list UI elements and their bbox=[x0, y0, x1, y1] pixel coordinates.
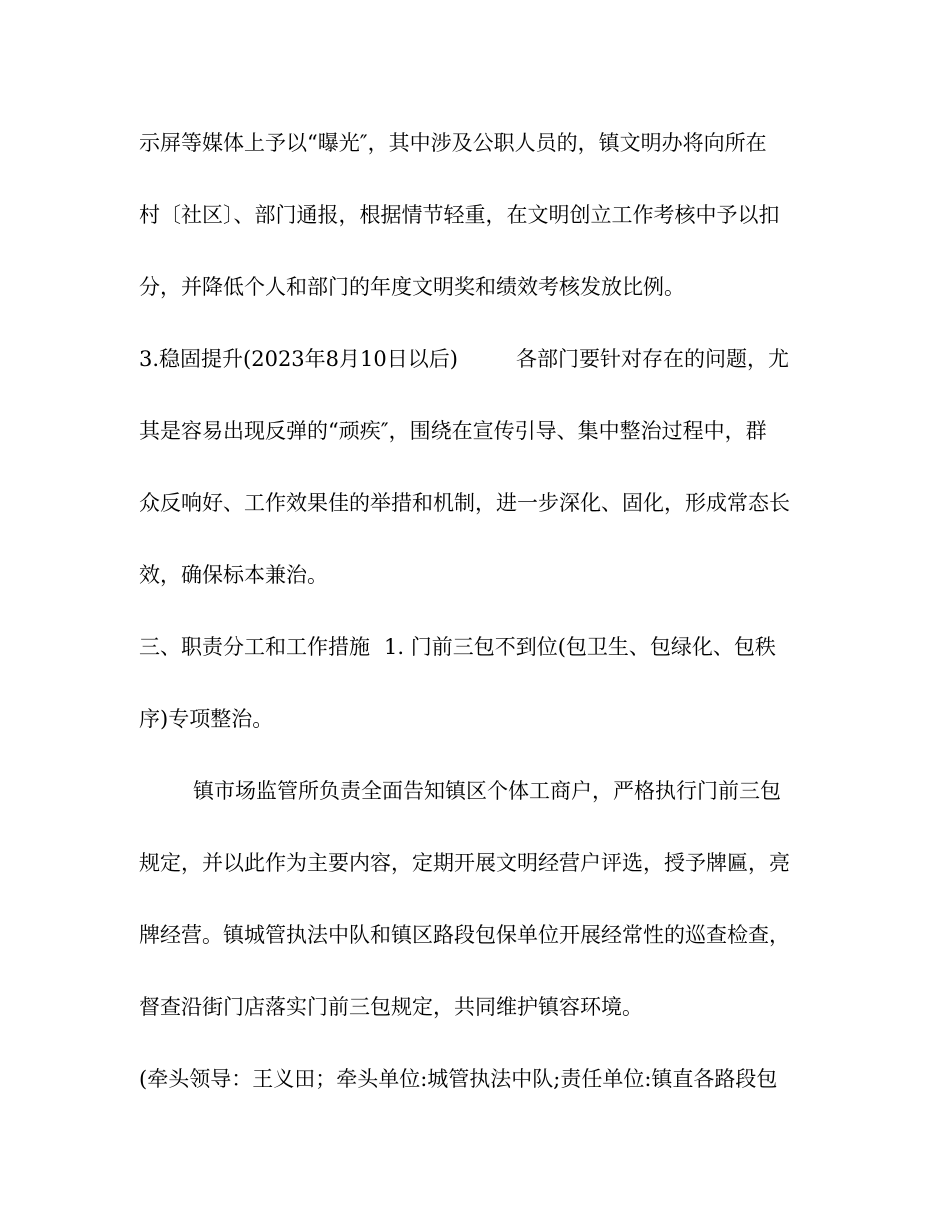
item-heading: 1. 门前三包不到位(包卫生、包绿化、包秩 bbox=[384, 635, 776, 659]
paragraph-line: 序)专项整治。 bbox=[139, 707, 274, 731]
paragraph-line: 其是容易出现反弹的“顽疾″，围绕在宣传引导、集中整治过程中，群 bbox=[139, 419, 767, 443]
paragraph-line: 规定，并以此作为主要内容，定期开展文明经营户评选，授予牌匾，亮 bbox=[139, 851, 790, 875]
paragraph-line: 督查沿街门店落实门前三包规定，共同维护镇容环境。 bbox=[139, 995, 643, 1019]
paragraph-line: 镇市场监管所负责全面告知镇区个体工商户，严格执行门前三包 bbox=[193, 779, 781, 803]
stage-text: 各部门要针对存在的问题，尤 bbox=[515, 347, 789, 371]
paragraph-line: 分，并降低个人和部门的年度文明奖和绩效考核发放比例。 bbox=[139, 275, 685, 299]
paragraph-line: 效，确保标本兼治。 bbox=[139, 563, 328, 587]
paragraph-line: 众反响好、工作效果佳的举措和机制，进一步深化、固化，形成常态长 bbox=[139, 491, 790, 515]
paragraph-line: 村〔社区〕、部门通报，根据情节轻重，在文明创立工作考核中予以扣 bbox=[139, 203, 780, 227]
paragraph-line: (牵头领导：王义田；牵头单位:城管执法中队;责任单位:镇直各路段包 bbox=[139, 1067, 778, 1091]
paragraph-line: 牌经营。镇城管执法中队和镇区路段包保单位开展经常性的巡查检查， bbox=[139, 923, 790, 947]
paragraph-line: 示屏等媒体上予以“曝光″，其中涉及公职人员的，镇文明办将向所在 bbox=[139, 131, 767, 155]
stage-heading: 3.稳固提升(2023年8月10日以后) bbox=[139, 347, 458, 371]
section-line bbox=[139, 633, 819, 661]
stage-line bbox=[139, 345, 819, 373]
section-heading: 三、职责分工和工作措施 bbox=[139, 635, 370, 659]
